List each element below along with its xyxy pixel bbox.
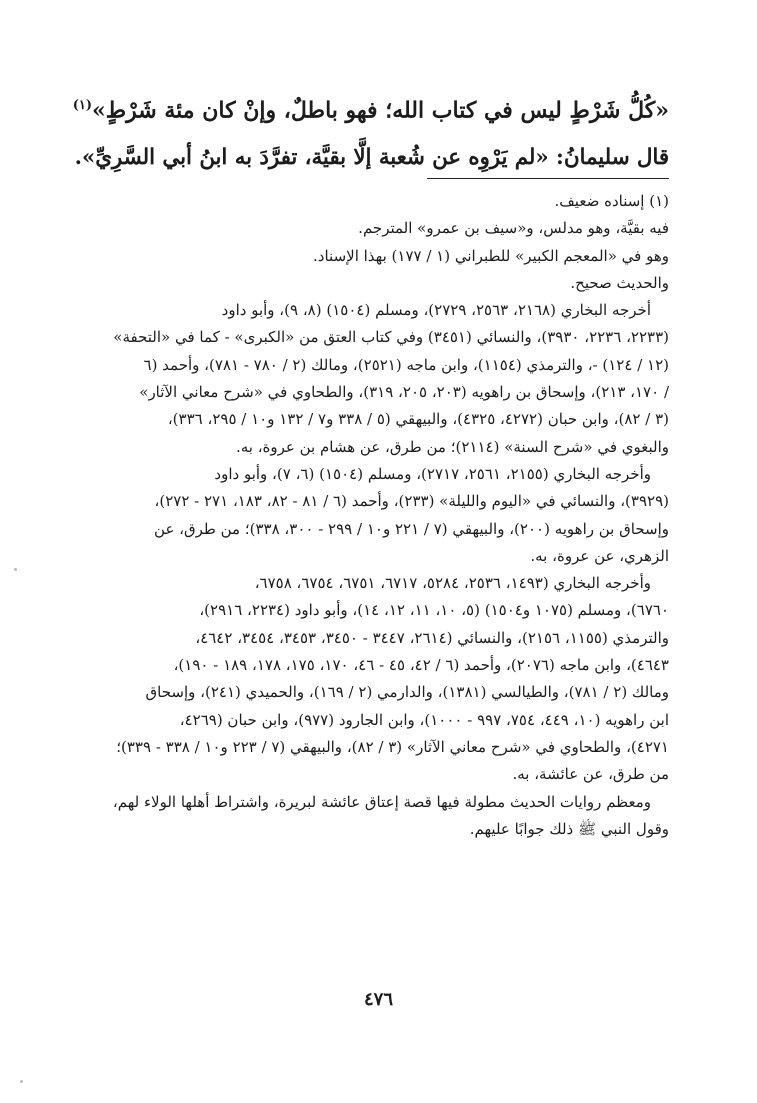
scan-speck bbox=[20, 1080, 23, 1083]
scan-speck bbox=[14, 568, 17, 571]
footnote-separator bbox=[427, 178, 669, 179]
main-hadith-line bbox=[72, 82, 669, 134]
footnote-line: وإسحاق بن راهويه (٢٠٠)، والبيهقي (٧ / ٢٢١ و١٠ / ٢٩٩ - ٣٠٠، ٣٣٨)؛ من طرق، عن bbox=[154, 519, 669, 538]
footnote-line: / ١٧٠، ٢١٣)، وإسحاق بن راهويه (٢٠٣، ٢٠٥، ٣١٩)، والطحاوي في «شرح معاني الآثار» bbox=[139, 383, 669, 402]
main-text bbox=[72, 82, 669, 181]
footnotes bbox=[72, 188, 669, 843]
footnote-line: من طرق، عن عائشة، به. bbox=[512, 765, 669, 784]
footnote-line: (٣ / ٨٢)، وابن حبان (٤٢٧٢، ٤٣٢٥)، والبيهقي (٥ / ٣٣٨ و٧ / ١٣٢ و١٠ / ٢٩٥، ٣٣٦)، bbox=[167, 410, 669, 429]
footnote-line: ٤٦٤٣)، وابن ماجه (٢٠٧٦)، وأحمد (٦ / ٤٢، ٤٥ - ٤٦، ١٧٠، ١٧٥، ١٧٨، ١٨٩ - ١٩٠)، bbox=[173, 656, 669, 675]
footnote-line: ٤٢٧١)، والطحاوي في «شرح معاني الآثار» (٣ / ٨٢)، والبيهقي (٧ / ٢٢٣ و١٠ / ٣٣٨ - ٣٣٩)؛ bbox=[116, 737, 669, 756]
footnote-line: وهو في «المعجم الكبير» للطبراني (١ / ١٧٧) بهذا الإسناد. bbox=[313, 246, 669, 265]
footnote-line: ٦٧٦٠)، ومسلم (١٠٧٥ و١٥٠٤) (٥، ١٠، ١١، ١٢، ١٤)، وأبو داود (٢٢٣٤، ٢٩١٦)، bbox=[199, 601, 669, 620]
footnote-line: (١) إسناده ضعيف. bbox=[554, 192, 669, 210]
footnote-line: والترمذي (١١٥٥، ٢١٥٦)، والنسائي (٢٦١٤، ٣٤٤٧ - ٣٤٥٠، ٣٤٥٣، ٣٤٥٤، ٤٦٤٢، bbox=[195, 628, 669, 647]
footnote-line: وقول النبي ﷺ ذلك جوابًا عليهم. bbox=[469, 819, 669, 838]
footnote-line: وأخرجه البخاري (١٤٩٣، ٢٥٣٦، ٥٢٨٤، ٦٧١٧، ٦٧٥١، ٦٧٥٤، ٦٧٥٨، bbox=[254, 574, 651, 593]
hadith-text: «كُلُّ شَرْطٍ ليس في كتاب الله؛ فهو باطلٌ، وإنْ كان مئة شَرْطٍ» bbox=[92, 97, 669, 124]
footnote-line: (٣٩٢٩)، والنسائي في «اليوم والليلة» (٢٣٣)، وأحمد (٦ / ٨١ - ٨٢، ١٨٣، ٢٧١ - ٢٧٢)، bbox=[154, 492, 669, 511]
footnote-line: وأخرجه البخاري (٢١٥٥، ٢٥٦١، ٢٧١٧)، ومسلم (١٥٠٤) (٦، ٧)، وأبو داود bbox=[214, 464, 651, 483]
footnote-line: فيه بقيَّة، وهو مدلس، و«سيف بن عمرو» المترجم. bbox=[358, 219, 669, 238]
footnote-reference: (١) bbox=[72, 98, 93, 113]
footnote-line: ومعظم روايات الحديث مطولة فيها قصة إعتاق عائشة لبريرة، واشتراط أهلها الولاء لهم، bbox=[112, 792, 651, 811]
footnote-line: الزهري، عن عروة، به. bbox=[530, 546, 669, 565]
footnote-line: والبغوي في «شرح السنة» (٢١١٤)؛ من طرق، عن هشام بن عروة، به. bbox=[235, 437, 669, 456]
footnote-line: والحديث صحيح. bbox=[570, 273, 669, 292]
footnote-line: أخرجه البخاري (٢١٦٨، ٢٥٦٣، ٢٧٢٩)، ومسلم (١٥٠٤) (٨، ٩)، وأبو داود bbox=[221, 301, 651, 320]
footnote-line: (١٢ / ١٢٤) -، والترمذي (١١٥٤)، وابن ماجه (٢٥٢١)، ومالك (٢ / ٧٨٠ - ٧٨١)، وأحمد (٦ bbox=[143, 355, 669, 374]
footnote-line: (٢٢٣٣، ٢٢٣٦، ٣٩٣٠)، والنسائي (٣٤٥١) وفي كتاب العتق من «الكبرى» - كما في «التحفة» bbox=[113, 328, 669, 347]
footnote-line: ابن راهويه (١٠، ٤٤٩، ٧٥٤، ٩٩٧ - ١٠٠٠)، وابن الجارود (٩٧٧)، وابن حبان (٤٢٦٩، bbox=[179, 710, 669, 729]
narrator-comment-line: قال سليمانُ: «لم يَرْوِه عن شُعبة إلَّا بقيَّة، تفرَّدَ به ابنُ أبي السَّرِيِّ». bbox=[74, 145, 669, 171]
page-number: ٤٧٦ bbox=[363, 989, 393, 1010]
footnote-line: ومالك (٢ / ٧٨١)، والطيالسي (١٣٨١)، والدارمي (٢ / ١٦٩)، والحميدي (٢٤١)، وإسحاق bbox=[145, 683, 669, 702]
